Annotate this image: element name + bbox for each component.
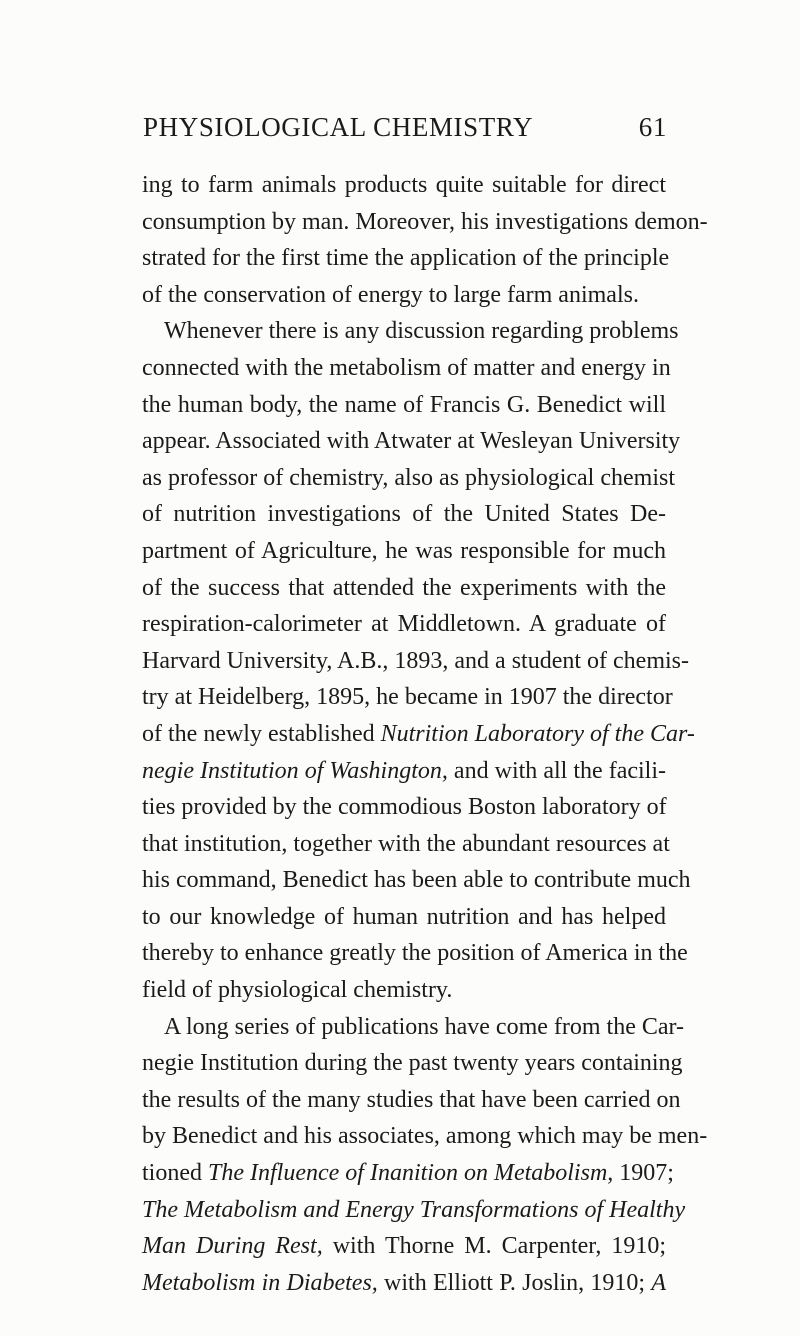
- italic-title: The Metabolism and Energy Transformations of Healthy: [142, 1196, 686, 1223]
- text-line: connected with the metabolism of matter and energy in: [142, 354, 671, 381]
- text-line: respiration-calorimeter at Middletown. A graduate of: [142, 611, 666, 638]
- text-run: with Elliott P. Joslin, 1910;: [377, 1269, 652, 1296]
- text-line: his command, Benedict has been able to contribute much: [142, 867, 691, 894]
- text-line: appear. Associated with Atwater at Wesleyan University: [142, 428, 681, 455]
- text-line: the results of the many studies that have been carried on: [142, 1086, 681, 1113]
- running-head: [143, 112, 667, 152]
- text-line: as professor of chemistry, also as physiological chemist: [142, 464, 675, 491]
- text-line: field of physiological chemistry.: [142, 977, 453, 1004]
- text-line: of nutrition investigations of the United States De-: [142, 501, 666, 528]
- page-number: 61: [638, 112, 667, 142]
- text-line: [142, 753, 666, 790]
- italic-title: Man During Rest,: [142, 1233, 323, 1260]
- text-line: negie Institution during the past twenty years containing: [142, 1050, 683, 1077]
- text-line: partment of Agriculture, he was responsible for much: [142, 537, 666, 564]
- italic-title: Metabolism in Diabetes,: [142, 1269, 378, 1296]
- body-text: [142, 167, 708, 1301]
- italic-title: A: [651, 1269, 666, 1296]
- text-line: [142, 1192, 686, 1229]
- text-line: that institution, together with the abundant resources at: [142, 830, 670, 857]
- text-run: of the newly established: [142, 720, 381, 747]
- text-line: thereby to enhance greatly the position of America in the: [142, 940, 688, 967]
- text-line: strated for the first time the application of the principle: [142, 245, 670, 272]
- text-line: Whenever there is any discussion regarding problems: [164, 318, 679, 345]
- italic-title: Nutrition Laboratory of the Car-: [380, 720, 695, 747]
- text-line: ties provided by the commodious Boston laboratory of: [142, 794, 667, 821]
- text-line: by Benedict and his associates, among which may be men-: [142, 1123, 708, 1150]
- italic-title: The Influence of Inanition on Metabolism,: [208, 1160, 614, 1187]
- text-run: 1907;: [613, 1160, 674, 1187]
- text-line: [142, 1265, 666, 1302]
- text-run: and with all the facili-: [447, 757, 666, 784]
- italic-title: negie Institution of Washington,: [142, 757, 448, 784]
- text-line: the human body, the name of Francis G. Benedict will: [142, 391, 666, 418]
- running-title: PHYSIOLOGICAL CHEMISTRY: [143, 112, 534, 142]
- text-line: Harvard University, A.B., 1893, and a student of chemis-: [142, 647, 689, 674]
- text-line: [142, 716, 695, 753]
- text-line: consumption by man. Moreover, his investigations demon-: [142, 208, 708, 235]
- text-line: of the conservation of energy to large farm animals.: [142, 281, 639, 308]
- text-line: try at Heidelberg, 1895, he became in 1907 the director: [142, 684, 673, 711]
- text-line: [142, 1228, 666, 1265]
- text-line: A long series of publications have come from the Car-: [164, 1013, 685, 1040]
- text-line: [142, 1155, 674, 1192]
- text-line: of the success that attended the experiments with the: [142, 574, 666, 601]
- text-line: to our knowledge of human nutrition and has helped: [142, 903, 666, 930]
- text-run: with Thorne M. Carpenter, 1910;: [322, 1233, 667, 1260]
- text-line: ing to farm animals products quite suitable for direct: [142, 172, 666, 198]
- text-run: tioned: [142, 1160, 208, 1187]
